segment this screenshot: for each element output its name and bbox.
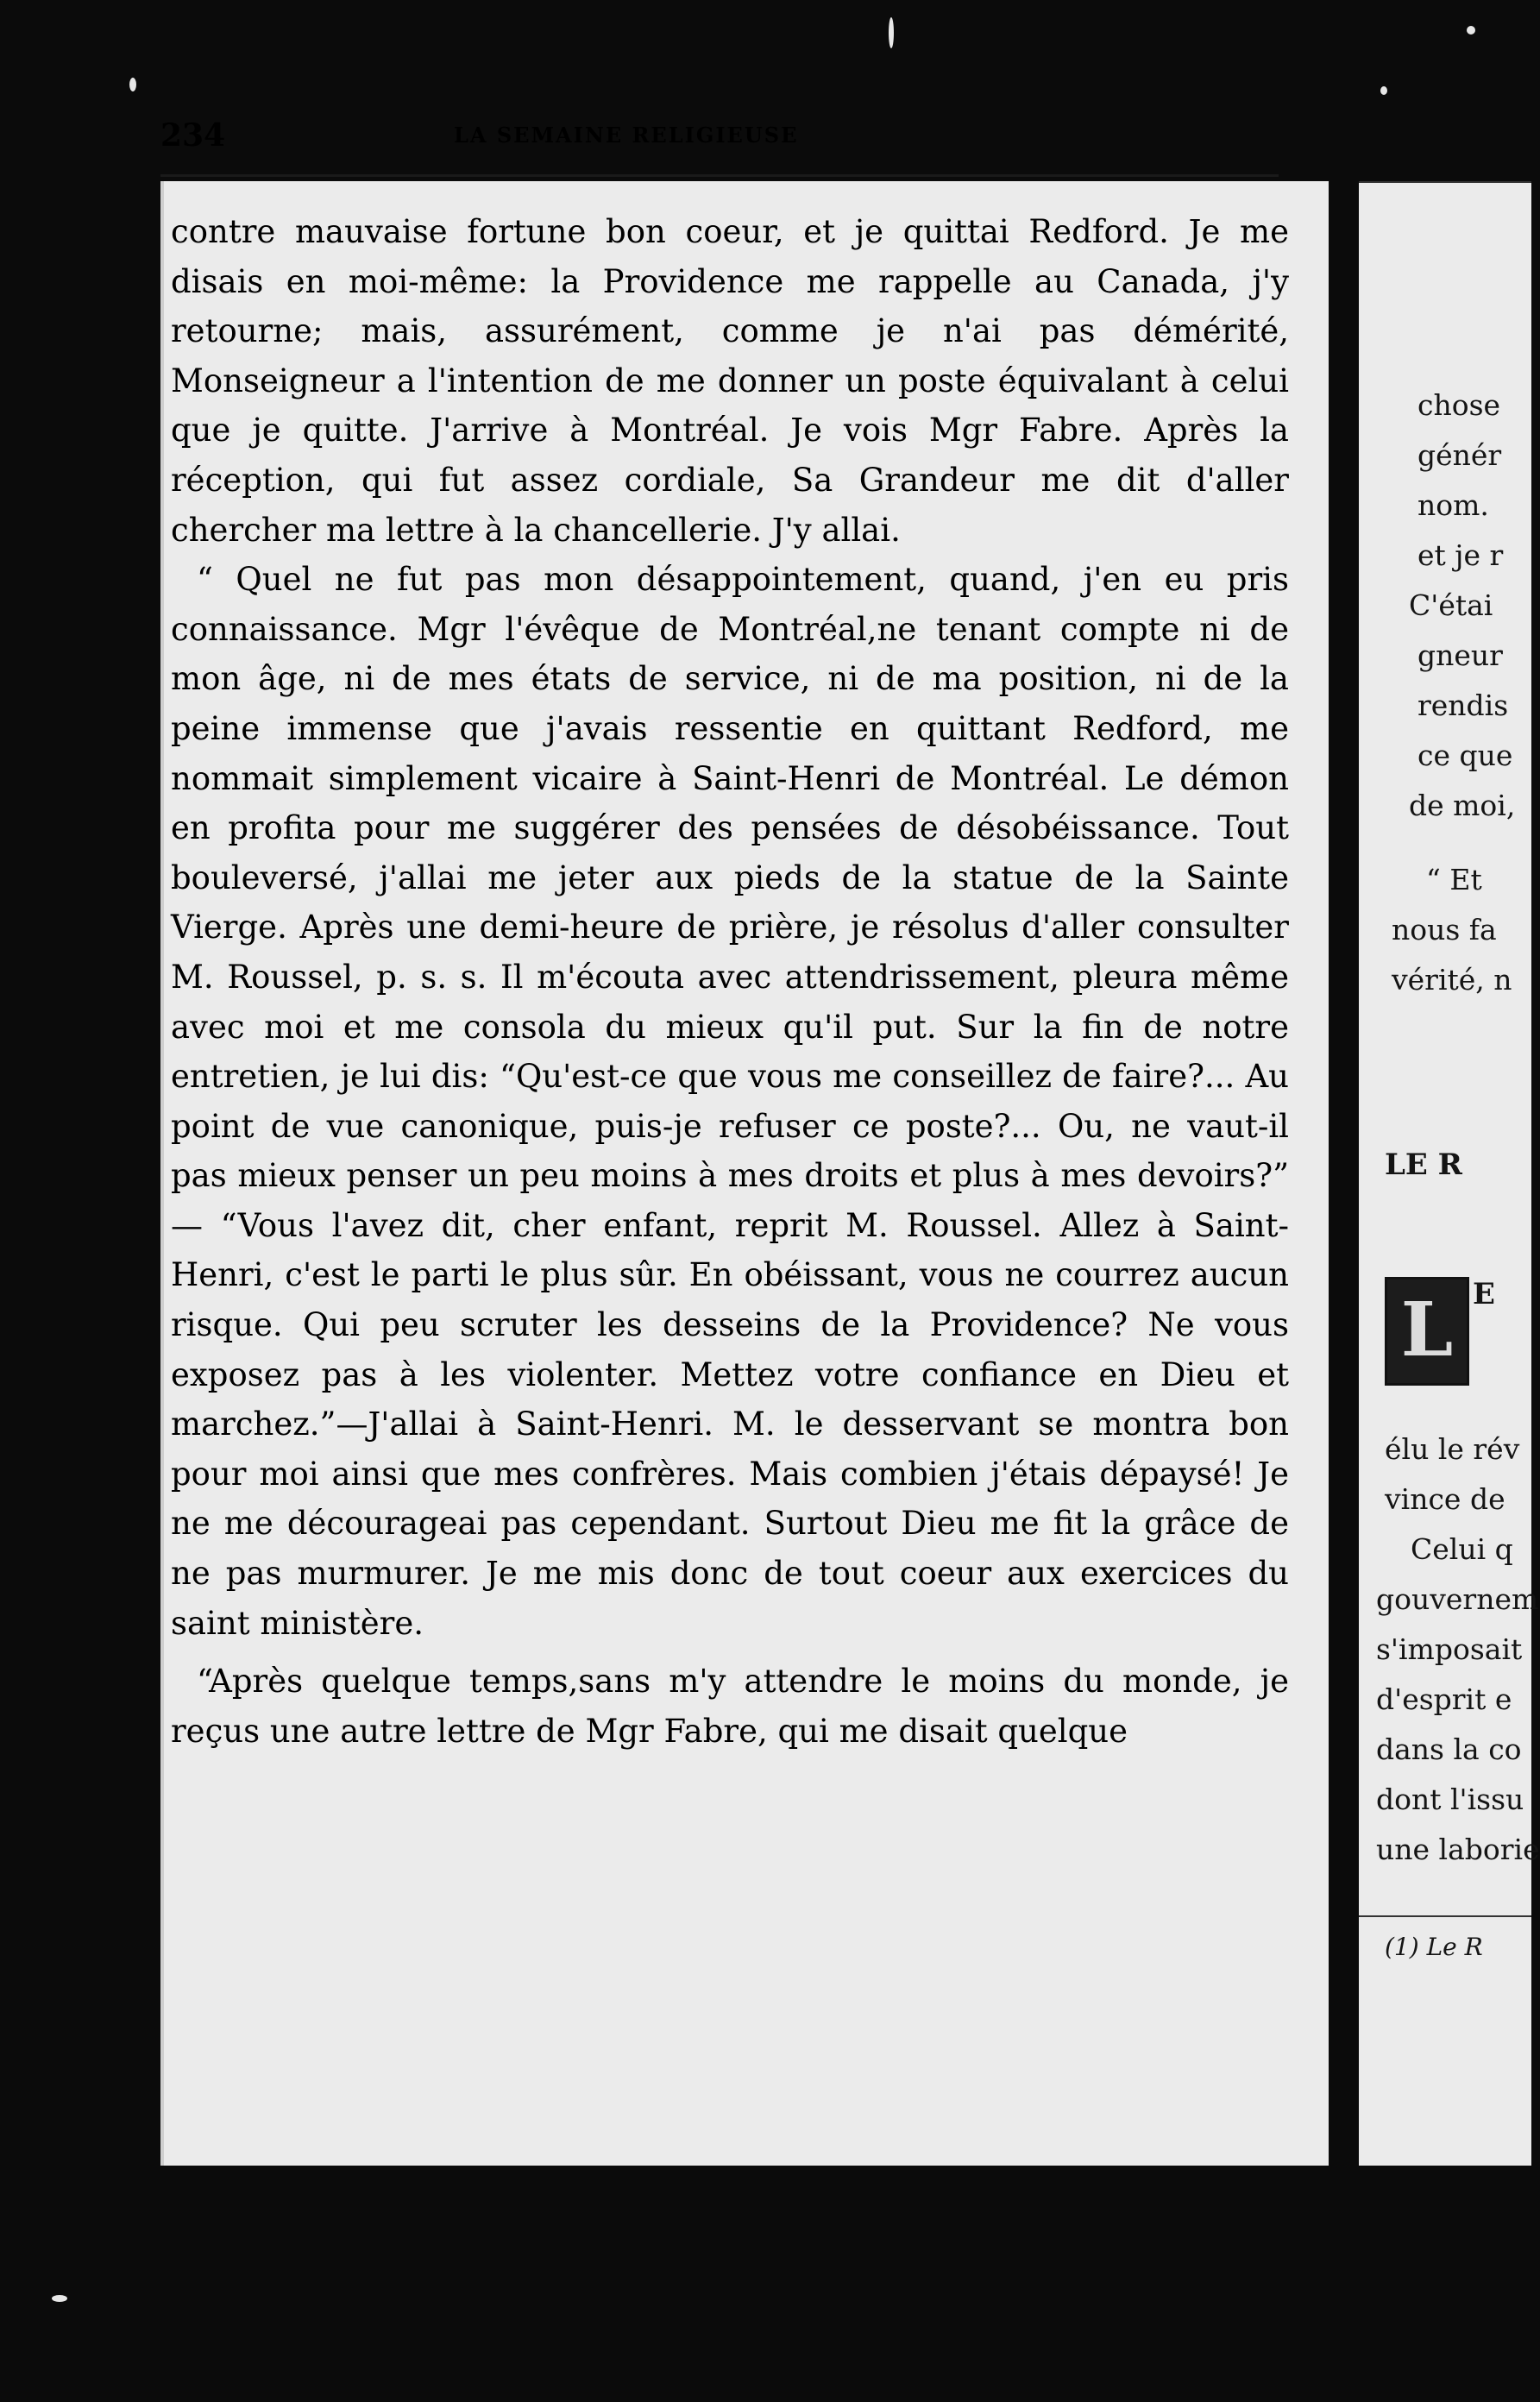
right-line: vince de: [1385, 1482, 1505, 1516]
right-line: nom.: [1417, 488, 1489, 522]
right-line: génér: [1417, 438, 1502, 472]
right-line: dans la co: [1376, 1732, 1522, 1766]
right-line: ce que: [1417, 739, 1513, 772]
right-line: et je r: [1417, 538, 1504, 572]
right-line: chose: [1417, 388, 1501, 422]
body-text: [171, 207, 1289, 1756]
scan-speck: [52, 2295, 67, 2302]
scan-speck: [1380, 86, 1387, 95]
section-heading: LE R: [1385, 1148, 1462, 1182]
footnote-rule: [1359, 1915, 1531, 1917]
right-line: s'imposait: [1376, 1632, 1523, 1666]
paragraph: “Après quelque temps,sans m'y attendre le moins du monde, je reçus une autre lettre de Mgr Fabre, qui me disait quelque: [171, 1663, 1289, 1750]
right-line: dont l'issu: [1376, 1783, 1524, 1816]
footnote: (1) Le R: [1385, 1933, 1483, 1961]
scan-speck: [889, 17, 894, 48]
right-line: C'étai: [1409, 588, 1493, 622]
paragraph: contre mauvaise fortune bon coeur, et je quittai Redford. Je me disais en moi-même: la Providence me rappelle au Canada, j'y retourne; mais, assurément, comme je n'ai pas démérité, Monseigneur a l'intention de me donner un poste équivalant à celui que je quitte. J'arrive à Montréal. Je vois Mgr Fabre. Après la réception, qui fut assez cordiale, Sa Grandeur me dit d'aller chercher ma lettre à la chancellerie. J'y allai.: [171, 213, 1289, 549]
right-line: rendis: [1417, 689, 1509, 722]
drop-cap-continuation: E: [1473, 1277, 1495, 1311]
page-number: 234: [160, 117, 226, 154]
right-line: de moi,: [1409, 789, 1516, 822]
running-title: LA SEMAINE RELIGIEUSE: [454, 123, 799, 148]
drop-cap-initial: [1385, 1277, 1469, 1386]
right-line: gneur: [1417, 638, 1503, 672]
drop-cap-letter: L: [1400, 1286, 1454, 1374]
right-line: “ Et: [1426, 863, 1482, 896]
right-line: élu le rév: [1385, 1432, 1520, 1466]
right-line: nous fa: [1392, 913, 1497, 946]
page-header: [160, 114, 1279, 157]
right-line: une laborie: [1376, 1833, 1540, 1866]
scan-speck: [1467, 26, 1475, 35]
right-header-rule: [1359, 181, 1531, 183]
paragraph: “ Quel ne fut pas mon désappointement, quand, j'en eu pris connaissance. Mgr l'évêque de Montréal,ne tenant compte ni de mon âge, ni de mes états de service, ni de ma position, ni de la peine immense que j'avais ressentie en quittant Redford, me nommait simplement vicaire à Saint-Henri de Montréal. Le démon en profita pour me suggérer des pensées de désobéissance. Tout bouleversé, j'allai me jeter aux pieds de la statue de la Sainte Vierge. Après une demi-heure de prière, je résolus d'aller consulter M. Roussel, p. s. s. Il m'écouta avec attendrissement, pleura même avec moi et me consola du mieux qu'il put. Sur la fin de notre entretien, je lui dis: “Qu'est-ce que vous me conseillez de faire?... Au point de vue canonique, puis-je refuser ce poste?... Ou, ne vaut-il pas mieux penser un peu moins à mes droits et plus à mes devoirs?” — “Vous l'avez dit, cher enfant, reprit M. Roussel. Allez à Saint-Henri, c'est le parti le plus sûr. En obéissant, vous ne courrez aucun risque. Qui peu scruter les desseins de la Providence? Ne vous exposez pas à les violenter. Mettez votre confiance en Dieu et marchez.”—J'allai à Saint-Henri. M. le desservant se montra bon pour moi ainsi que mes confrères. Mais combien j'étais dépaysé! Je ne me décourageai pas cependant. Surtout Dieu me fit la grâce de ne pas murmurer. Je me mis donc de tout coeur aux exercices du saint ministère.: [171, 561, 1289, 1642]
right-line: d'esprit e: [1376, 1682, 1512, 1716]
scan-speck: [129, 78, 136, 91]
header-rule: [160, 174, 1279, 177]
right-page: [1359, 181, 1540, 2166]
right-line: gouvernem: [1376, 1582, 1539, 1616]
right-line: Celui q: [1411, 1532, 1513, 1566]
right-line: vérité, n: [1392, 963, 1512, 997]
